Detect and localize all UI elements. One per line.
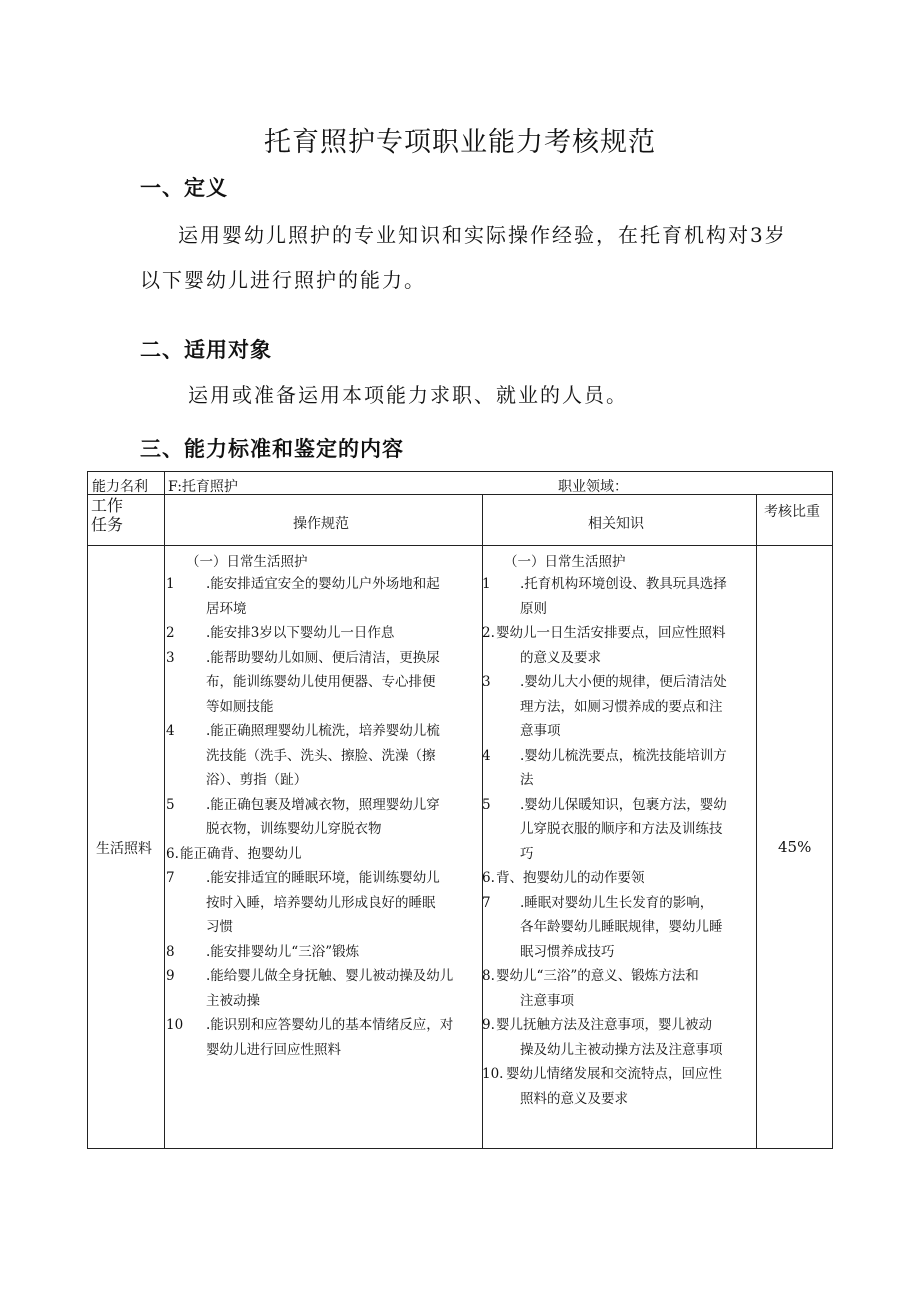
list-item-number: 5 xyxy=(482,796,491,813)
list-item-text: 洗技能（洗手、洗头、擦脸、洗澡（擦 xyxy=(206,747,436,764)
list-item-text: .婴幼儿大小便的规律，便后清洁处 xyxy=(520,674,727,690)
list-item-text: 浴）、剪指（趾） xyxy=(206,772,308,788)
list-item-number: 5 xyxy=(166,796,175,813)
ability-name-label: 能力名利 xyxy=(92,479,148,495)
list-item-number: 6. xyxy=(166,845,179,862)
list-item-text: 注意事项 xyxy=(520,992,574,1009)
list-item-text: 婴幼儿一日生活安排要点，回应性照料 xyxy=(496,625,726,641)
list-item-number: 1 xyxy=(482,576,491,592)
list-item-text: 操及幼儿主被动操方法及注意事项 xyxy=(520,1041,723,1058)
list-item-text: 巧 xyxy=(520,845,534,862)
list-item-text: 婴幼儿“三浴”的意义、锻炼方法和 xyxy=(496,968,699,984)
list-item-text: 脱衣物，训练婴幼儿穿脱衣物 xyxy=(206,821,382,837)
list-item-text: 按时入睡，培养婴幼儿形成良好的睡眠 xyxy=(206,894,436,911)
list-item-text: 理方法，如厕习惯养成的要点和注 xyxy=(520,698,723,715)
section-1-heading: 一、定义 xyxy=(140,176,228,200)
list-item-text: 照料的意义及要求 xyxy=(520,1090,628,1107)
list-item-number: 2. xyxy=(482,625,495,641)
list-item-text: .能安排适宜安全的婴幼儿户外场地和起 xyxy=(206,576,440,592)
task-label-line-2: 任务 xyxy=(91,515,124,534)
list-item-text: 婴幼儿情绪发展和交流特点，回应性 xyxy=(506,1066,722,1082)
list-item-number: 9. xyxy=(482,1017,495,1033)
list-item-text: 婴幼儿进行回应性照料 xyxy=(206,1041,341,1058)
list-item-number: 2 xyxy=(166,625,175,641)
list-item-text: .婴幼儿梳洗要点，梳洗技能培训方 xyxy=(520,747,727,764)
list-item-text: .能识别和应答婴幼儿的基本情绪反应，对 xyxy=(206,1017,454,1033)
list-item-number: 10 xyxy=(166,1017,184,1033)
list-item-number: 3 xyxy=(166,649,175,666)
list-item-number: 1 xyxy=(166,576,175,592)
list-item-text: 法 xyxy=(520,772,534,788)
list-item-number: 7 xyxy=(482,894,491,911)
list-item-number: 3 xyxy=(482,674,491,690)
list-item-text: 的意义及要求 xyxy=(520,649,601,666)
table-line-row-2 xyxy=(88,545,832,546)
ability-name-value: F:托育照护 xyxy=(168,479,238,495)
operation-section-header: （一）日常生活照护 xyxy=(186,554,308,570)
list-item-text: 能正确背、抱婴幼儿 xyxy=(180,845,302,862)
list-item-text: 布，能训练婴幼儿使用便器、专心排便 xyxy=(206,674,436,690)
list-item-number: 6. xyxy=(482,870,495,886)
list-item-text: .能给婴儿做全身抚触、婴儿被动操及幼儿 xyxy=(206,968,454,984)
task-label-line-1: 工作 xyxy=(91,496,124,515)
list-item-text: 儿穿脱衣服的顺序和方法及训练技 xyxy=(520,821,723,837)
knowledge-column-header: 相关知识 xyxy=(588,516,644,532)
section-1-text-line-1: 运用婴幼儿照护的专业知识和实际操作经验，在托育机构对3岁 xyxy=(178,223,787,247)
list-item-text: .能安排适宜的睡眠环境，能训练婴幼儿 xyxy=(206,870,440,886)
field-label: 职业领域： xyxy=(558,479,628,495)
list-item-number: 4 xyxy=(166,723,175,739)
section-1-text-line-2: 以下婴幼儿进行照护的能力。 xyxy=(140,268,426,292)
list-item-text: .能安排3岁以下婴幼儿一日作息 xyxy=(206,625,395,641)
section-3-heading: 三、能力标准和鉴定的内容 xyxy=(140,437,404,461)
list-item-text: 背、抱婴幼儿的动作要领 xyxy=(496,870,645,886)
list-item-text: 眠习惯养成技巧 xyxy=(520,943,615,960)
knowledge-section-header: （一）日常生活照护 xyxy=(504,554,626,570)
list-item-text: 原则 xyxy=(520,600,547,617)
list-item-text: 主被动操 xyxy=(206,992,260,1009)
list-item-text: .能帮助婴幼儿如厕、便后清洁，更换尿 xyxy=(206,649,440,666)
list-item-text: .婴幼儿保暖知识，包裹方法，婴幼 xyxy=(520,796,727,813)
list-item-number: 8. xyxy=(482,968,495,984)
table-line-col-3 xyxy=(756,494,757,1148)
list-item-number: 10. xyxy=(482,1066,504,1082)
operation-column-header: 操作规范 xyxy=(293,516,349,532)
list-item-number: 9 xyxy=(166,968,175,984)
page-title: 托育照护专项职业能力考核规范 xyxy=(264,127,656,158)
weight-column-header: 考核比重 xyxy=(764,504,820,520)
weight-value: 45% xyxy=(778,838,812,856)
section-2-text-line-1: 运用或准备运用本项能力求职、就业的人员。 xyxy=(188,383,628,407)
list-item-text: 等如厕技能 xyxy=(206,698,274,715)
list-item-text: .托育机构环境创设、教具玩具选择 xyxy=(520,576,727,592)
section-2-heading: 二、适用对象 xyxy=(140,338,272,362)
list-item-text: .睡眠对婴幼儿生长发育的影响， xyxy=(520,894,714,911)
list-item-text: 居环境 xyxy=(206,600,247,617)
list-item-text: 意事项 xyxy=(520,723,561,739)
list-item-text: .能正确照理婴幼儿梳洗，培养婴幼儿梳 xyxy=(206,723,440,739)
ability-table xyxy=(87,471,833,1149)
list-item-number: 8 xyxy=(166,943,175,960)
task-name: 生活照料 xyxy=(96,841,152,857)
list-item-number: 7 xyxy=(166,870,175,886)
table-line-col-1 xyxy=(164,472,165,1148)
list-item-text: .能安排婴幼儿“三浴”锻炼 xyxy=(206,943,360,960)
list-item-text: 各年龄婴幼儿睡眠规律，婴幼儿睡 xyxy=(520,919,723,935)
list-item-text: 习惯 xyxy=(206,919,233,935)
list-item-text: 婴儿抚触方法及注意事项，婴儿被动 xyxy=(496,1017,712,1033)
list-item-text: .能正确包裹及增减衣物，照理婴幼儿穿 xyxy=(206,796,440,813)
list-item-number: 4 xyxy=(482,747,491,764)
